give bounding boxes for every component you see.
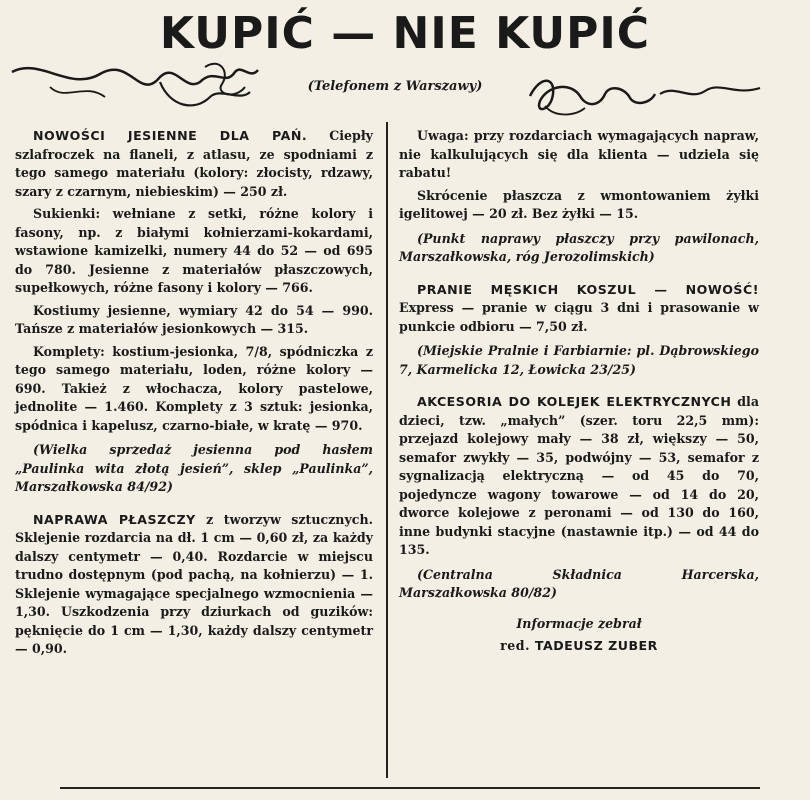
paragraph-text: Express — pranie w ciągu 3 dni i prasowanie w punkcie odbioru — 7,50 zł.: [399, 300, 759, 334]
section-train-accessories: [399, 393, 759, 560]
bottom-rule: [60, 787, 760, 789]
paragraph: Sukienki: wełniane z setki, różne kolory i fasony, np. z białymi kołnierzami-kokardami, wstawione kamizelki, numery 44 do 52 — od 695 do 780. Jesienne z materiałów płaszczowych, supełkowych, różne fasony i kolory — 766.: [15, 206, 373, 295]
left-column: [15, 127, 373, 663]
source-note: (Punkt naprawy płaszczy przy pawilonach, Marszałkowska, róg Jerozolimskich): [399, 230, 759, 264]
paragraph-text: Ciepły szlafroczek na flaneli, z atlasu, ze spodniami z tego samego materiału (kolory: złocisty, rdzawy, szary z czarnym, niebieskim) — 250 zł.: [15, 128, 373, 199]
section-shirt-washing: [399, 281, 759, 337]
author-prefix: red.: [500, 638, 535, 653]
subheadline: (Telefonem z Warszawy): [307, 79, 483, 94]
section-heading: NAPRAWA PŁASZCZY: [33, 511, 196, 527]
paragraph: Komplety: kostium-jesionka, 7/8, spódniczka z tego samego materiału, loden, różne kolory — 690. Takież z włochacza, kolory pastelowe, jednolite — 1.460. Komplety z 3 sztuk: jesionka, spódnica i kapelusz, czarno-białe, w kratę — 970.: [15, 343, 373, 433]
source-note: (Wielka sprzedaż jesienna pod hasłem „Paulinka wita złotą jesień”, sklep „Paulinka”, Marszałkowska 84/92): [15, 442, 373, 494]
paragraph: Uwaga: przy rozdarciach wymagających napraw, nie kalkulujących się dla klienta — udziela się rabatu!: [399, 128, 759, 180]
paragraph-text: z tworzyw sztucznych. Sklejenie rozdarcia na dł. 1 cm — 0,60 zł, za każdy dalszy centymetr — 0,40. Rozdarcie w miejscu trudno dostępnym (pod pachą, na kołnierzu) — 1. Sklejenie wymagające specjalnego wzmocnienia — 1,30. Uszkodzenia przy dziurkach od guzików: pęknięcie do 1 cm — 1,30, każdy dalszy centymetr — 0,90.: [15, 511, 373, 656]
section-heading: PRANIE MĘSKICH KOSZUL — NOWOŚĆ!: [417, 281, 759, 297]
paragraph: Skrócenie płaszcza z wmontowaniem żyłki igelitowej — 20 zł. Bez żyłki — 15.: [399, 187, 759, 221]
paragraph-text: dla dzieci, tzw. „małych” (szer. toru 22,5 mm): przejazd kolejowy mały — 38 zł, większy — 50, semafor zwykły — 35, podwójny — 53, semafor z sygnalizacją elektryczną — od 45 do 70, pojedyncze wagony towarowe — od 14 do 20, dworce kolejowe z peronami — od 130 do 160, inne budynki stacyjne (nastawnie itp.) — od 44 do 135.: [399, 394, 760, 557]
source-note: (Miejskie Pralnie i Farbiarnie: pl. Dąbrowskiego 7, Karmelicka 12, Łowicka 23/25): [399, 343, 759, 377]
author-name: TADEUSZ ZUBER: [534, 638, 658, 653]
author-line: [399, 637, 759, 656]
headline-title: KUPIĆ — NIE KUPIĆ: [159, 8, 651, 59]
column-divider: [386, 122, 388, 778]
source-note: (Centralna Składnica Harcerska, Marszałkowska 80/82): [399, 566, 759, 600]
decorative-scribble-left: [10, 52, 260, 122]
section-heading: NOWOŚCI JESIENNE DLA PAŃ.: [33, 128, 308, 143]
section-new-autumn: [15, 127, 373, 201]
decorative-scribble-right: [525, 66, 765, 121]
section-heading: AKCESORIA DO KOLEJEK ELEKTRYCZNYCH: [417, 394, 732, 409]
credit-line: Informacje zebrał: [516, 615, 642, 631]
right-column: [399, 127, 759, 660]
section-coat-repair: [15, 511, 373, 659]
paragraph: Kostiumy jesienne, wymiary 42 do 54 — 990. Tańsze z materiałów jesionkowych — 315.: [15, 302, 373, 336]
